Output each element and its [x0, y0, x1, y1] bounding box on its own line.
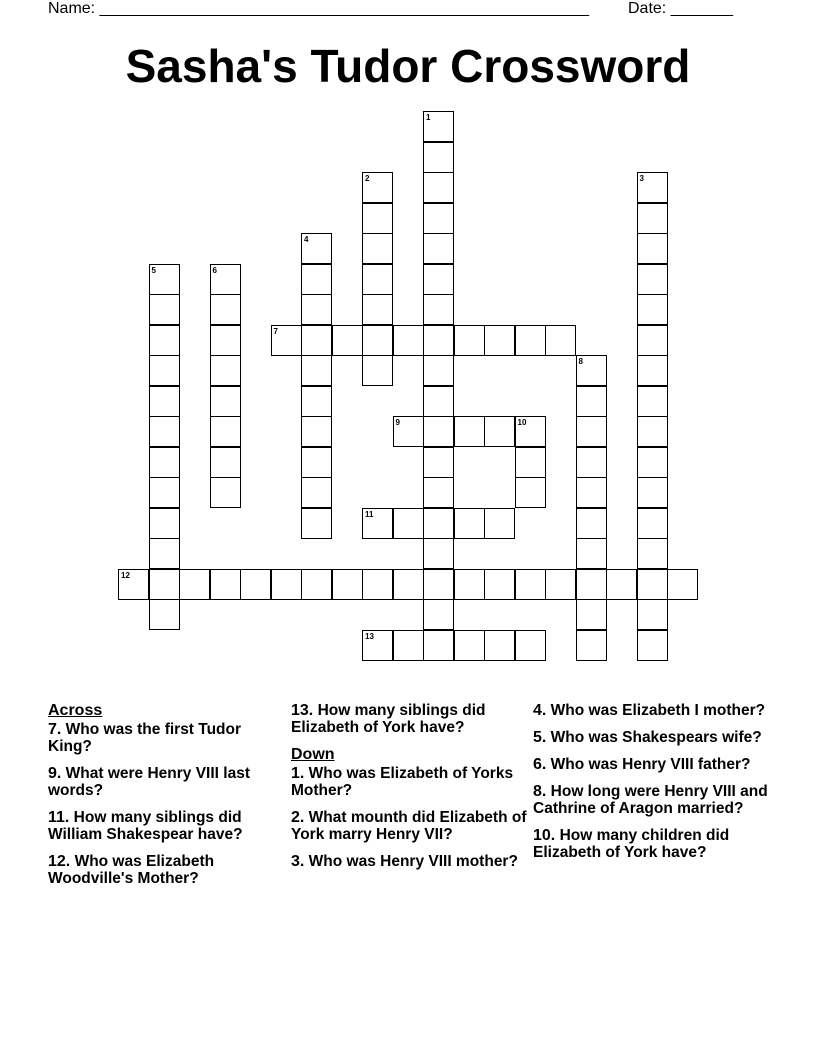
cell-number: 12 — [121, 570, 130, 580]
cell-number: 13 — [365, 631, 374, 641]
cell-number: 10 — [517, 418, 527, 427]
crossword-cell[interactable] — [545, 325, 576, 356]
cell-number: 3 — [639, 174, 644, 183]
crossword-cell[interactable] — [210, 325, 241, 356]
clue-number: 8. — [533, 783, 547, 800]
crossword-cell[interactable] — [576, 569, 607, 600]
clue-across-12 — [48, 853, 284, 887]
crossword-cell[interactable] — [149, 477, 180, 508]
clue-text: How many siblings did Elizabeth of York have? — [291, 702, 486, 736]
cell-number: 6 — [212, 265, 217, 275]
crossword-cell[interactable] — [423, 294, 454, 325]
clue-number: 11. — [48, 809, 70, 826]
crossword-cell[interactable] — [301, 233, 332, 264]
crossword-cell[interactable] — [423, 111, 454, 142]
crossword-cell[interactable] — [637, 477, 668, 508]
crossword-cell[interactable] — [362, 630, 393, 661]
crossword-cell[interactable] — [393, 569, 424, 600]
crossword-cell[interactable] — [149, 569, 180, 600]
crossword-cell[interactable] — [484, 416, 515, 447]
crossword-cell[interactable] — [362, 264, 393, 295]
crossword-cell[interactable] — [576, 599, 607, 630]
crossword-cell[interactable] — [637, 508, 668, 539]
crossword-cell[interactable] — [210, 447, 241, 478]
crossword-cell[interactable] — [210, 355, 241, 386]
clue-down-3 — [291, 853, 527, 870]
clue-number: 4. — [533, 702, 547, 719]
cell-number: 5 — [151, 265, 156, 275]
crossword-cell[interactable] — [332, 569, 363, 600]
crossword-cell[interactable] — [484, 630, 515, 661]
crossword-cell[interactable] — [423, 447, 454, 478]
crossword-cell[interactable] — [637, 203, 668, 234]
crossword-cell[interactable] — [362, 325, 393, 356]
crossword-cell[interactable] — [637, 599, 668, 630]
crossword-cell[interactable] — [576, 386, 607, 417]
clue-text: Who was Elizabeth of Yorks Mother? — [291, 765, 514, 799]
name-field[interactable]: Name: _______________________________________________________ — [48, 0, 589, 17]
crossword-cell[interactable] — [637, 416, 668, 447]
clue-text: Who was Elizabeth Woodville's Mother? — [48, 853, 215, 887]
crossword-cell[interactable] — [423, 264, 454, 295]
crossword-cell[interactable] — [637, 294, 668, 325]
crossword-cell[interactable] — [210, 386, 241, 417]
cell-number: 2 — [365, 174, 370, 183]
crossword-cell[interactable] — [301, 294, 332, 325]
crossword-cell[interactable] — [576, 355, 607, 386]
clue-text: What mounth did Elizabeth of York marry Henry VII? — [291, 809, 527, 843]
crossword-cell[interactable] — [454, 569, 485, 600]
clue-text: Who was Henry VIII mother? — [308, 853, 518, 870]
crossword-cell[interactable] — [576, 447, 607, 478]
crossword-cell[interactable] — [637, 233, 668, 264]
crossword-cell[interactable] — [423, 325, 454, 356]
crossword-cell[interactable] — [423, 386, 454, 417]
crossword-cell[interactable] — [423, 233, 454, 264]
crossword-cell[interactable] — [637, 569, 668, 600]
clue-text: Who was Elizabeth I mother? — [550, 702, 766, 719]
clue-number: 6. — [533, 756, 547, 773]
crossword-cell[interactable] — [423, 416, 454, 447]
cell-number: 1 — [426, 113, 431, 122]
crossword-cell[interactable] — [515, 447, 546, 478]
crossword-cell[interactable] — [301, 416, 332, 447]
crossword-cell[interactable] — [271, 325, 302, 356]
crossword-cell[interactable] — [515, 569, 546, 600]
crossword-cell[interactable] — [149, 386, 180, 417]
crossword-cell[interactable] — [576, 508, 607, 539]
crossword-cell[interactable] — [576, 477, 607, 508]
crossword-cell[interactable] — [301, 264, 332, 295]
crossword-cell[interactable] — [667, 569, 698, 600]
crossword-cell[interactable] — [210, 264, 241, 295]
crossword-cell[interactable] — [362, 569, 393, 600]
crossword-cell[interactable] — [301, 508, 332, 539]
crossword-cell[interactable] — [301, 569, 332, 600]
crossword-cell[interactable] — [149, 416, 180, 447]
crossword-cell[interactable] — [515, 416, 546, 447]
crossword-cell[interactable] — [149, 508, 180, 539]
crossword-cell[interactable] — [179, 569, 210, 600]
crossword-cell[interactable] — [301, 325, 332, 356]
clue-number: 10. — [533, 827, 556, 844]
cell-number: 8 — [578, 357, 583, 366]
crossword-cell[interactable] — [301, 355, 332, 386]
crossword-cell[interactable] — [423, 508, 454, 539]
clue-number: 7. — [48, 721, 62, 738]
crossword-cell[interactable] — [606, 569, 637, 600]
clue-down-4 — [533, 702, 773, 719]
crossword-cell[interactable] — [362, 203, 393, 234]
crossword-cell[interactable] — [301, 477, 332, 508]
crossword-cell[interactable] — [149, 447, 180, 478]
crossword-cell[interactable] — [637, 630, 668, 661]
crossword-cell[interactable] — [362, 508, 393, 539]
crossword-cell[interactable] — [637, 264, 668, 295]
crossword-cell[interactable] — [515, 325, 546, 356]
clue-down-1 — [291, 765, 527, 799]
clue-down-2 — [291, 809, 527, 843]
clue-number: 13. — [291, 702, 314, 719]
clue-number: 12. — [48, 853, 71, 870]
cell-number: 9 — [395, 418, 400, 427]
crossword-cell[interactable] — [240, 569, 271, 600]
crossword-cell[interactable] — [515, 477, 546, 508]
crossword-cell[interactable] — [393, 630, 424, 661]
crossword-cell[interactable] — [484, 569, 515, 600]
crossword-cell[interactable] — [423, 630, 454, 661]
crossword-cell[interactable] — [149, 264, 180, 295]
across-heading: Across — [48, 702, 103, 719]
crossword-cell[interactable] — [484, 325, 515, 356]
clue-down-5 — [533, 729, 773, 746]
cell-number: 11 — [365, 509, 374, 519]
crossword-cell[interactable] — [210, 569, 241, 600]
crossword-cell[interactable] — [149, 355, 180, 386]
page-title: Sasha's Tudor Crossword — [125, 40, 691, 92]
crossword-cell[interactable] — [484, 508, 515, 539]
crossword-cell[interactable] — [149, 294, 180, 325]
crossword-cell[interactable] — [393, 325, 424, 356]
crossword-cell[interactable] — [576, 416, 607, 447]
crossword-cell[interactable] — [210, 477, 241, 508]
crossword-cell[interactable] — [423, 172, 454, 203]
clue-across-11 — [48, 809, 284, 843]
clue-text: How many siblings did William Shakespear have? — [48, 809, 243, 843]
crossword-cell[interactable] — [301, 447, 332, 478]
crossword-cell[interactable] — [271, 569, 302, 600]
crossword-cell[interactable] — [423, 203, 454, 234]
clue-down-10 — [533, 827, 773, 861]
cell-number: 4 — [304, 235, 309, 244]
crossword-cell[interactable] — [637, 325, 668, 356]
clue-text: Who was Henry VIII father? — [550, 756, 751, 773]
crossword-cell[interactable] — [423, 355, 454, 386]
crossword-cell[interactable] — [423, 569, 454, 600]
crossword-cell[interactable] — [576, 538, 607, 569]
crossword-cell[interactable] — [149, 599, 180, 630]
clue-number: 5. — [533, 729, 547, 746]
clue-down-6 — [533, 756, 773, 773]
crossword-cell[interactable] — [423, 538, 454, 569]
crossword-cell[interactable] — [423, 142, 454, 173]
crossword-cell[interactable] — [210, 294, 241, 325]
crossword-cell[interactable] — [393, 508, 424, 539]
crossword-cell[interactable] — [393, 416, 424, 447]
clue-across-9 — [48, 765, 284, 799]
clue-across-13 — [291, 702, 527, 736]
crossword-cell[interactable] — [362, 233, 393, 264]
crossword-cell[interactable] — [637, 355, 668, 386]
crossword-cell[interactable] — [454, 325, 485, 356]
clue-text: Who was Shakespears wife? — [550, 729, 762, 746]
crossword-cell[interactable] — [637, 538, 668, 569]
crossword-cell[interactable] — [454, 508, 485, 539]
clues-column-1 — [48, 702, 284, 897]
clues-column-2 — [291, 702, 527, 880]
down-heading: Down — [291, 746, 335, 763]
crossword-cell[interactable] — [118, 569, 149, 600]
crossword-cell[interactable] — [637, 172, 668, 203]
crossword-cell[interactable] — [210, 416, 241, 447]
clue-number: 2. — [291, 809, 305, 826]
clues-column-3 — [533, 702, 773, 871]
crossword-cell[interactable] — [515, 630, 546, 661]
clue-down-8 — [533, 783, 773, 817]
crossword-cell[interactable] — [423, 477, 454, 508]
crossword-cell[interactable] — [454, 630, 485, 661]
crossword-cell[interactable] — [362, 172, 393, 203]
clue-number: 9. — [48, 765, 62, 782]
crossword-cell[interactable] — [423, 599, 454, 630]
crossword-cell[interactable] — [301, 386, 332, 417]
crossword-cell[interactable] — [637, 386, 668, 417]
clue-text: Who was the first Tudor King? — [48, 721, 242, 755]
clue-text: What were Henry VIII last words? — [48, 765, 250, 799]
crossword-cell[interactable] — [454, 416, 485, 447]
clue-across-7 — [48, 721, 284, 755]
clue-number: 1. — [291, 765, 305, 782]
crossword-cell[interactable] — [332, 325, 363, 356]
cell-number: 7 — [273, 326, 278, 336]
clue-text: How many children did Elizabeth of York have? — [533, 827, 730, 861]
crossword-cell[interactable] — [576, 630, 607, 661]
clue-text: How long were Henry VIII and Cathrine of Aragon married? — [533, 783, 768, 817]
crossword-cell[interactable] — [149, 325, 180, 356]
date-field[interactable]: Date: _______ — [628, 0, 733, 17]
clue-number: 3. — [291, 853, 305, 870]
crossword-cell[interactable] — [637, 447, 668, 478]
crossword-cell[interactable] — [149, 538, 180, 569]
crossword-cell[interactable] — [545, 569, 576, 600]
crossword-cell[interactable] — [362, 355, 393, 386]
crossword-cell[interactable] — [362, 294, 393, 325]
